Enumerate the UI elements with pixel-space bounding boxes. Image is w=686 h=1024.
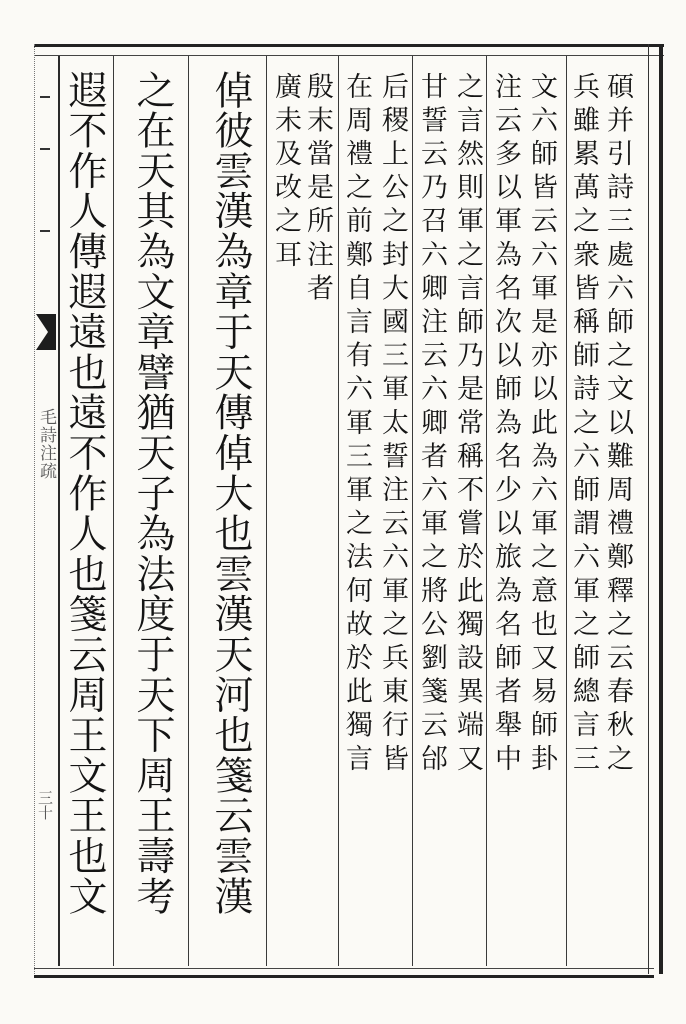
frame-right-border [648, 44, 663, 974]
column-rule [188, 56, 189, 966]
main-text-column-3: 遐不作人傳遐遠也遠不作人也箋云周王文王也文 [62, 70, 107, 917]
margin-book-title: 毛詩注疏 [36, 408, 56, 480]
commentary-column-3: 文六師皆云六軍是亦以此為六軍之意也又易師卦 [526, 72, 557, 778]
commentary-column-5: 之言然則軍之言師乃是常稱不嘗於此獨設異端又 [452, 72, 483, 778]
commentary-column-2: 兵雖累萬之衆皆稱師詩之六師謂六軍之師總言三 [568, 72, 599, 778]
column-rule [266, 56, 267, 966]
column-rule [486, 56, 487, 966]
column-rule [566, 56, 567, 966]
margin-tick [40, 96, 50, 98]
column-rule [113, 56, 114, 966]
margin-rule [58, 56, 60, 966]
commentary-column-6: 甘誓云乃召六卿注云六卿者六軍之將公劉箋云邰 [416, 72, 447, 778]
frame-top-border [34, 44, 664, 56]
commentary-column-9: 殷末當是所注者 [302, 72, 333, 308]
commentary-column-7: 后稷上公之封大國三軍太誓注云六軍之兵東行皆 [377, 72, 408, 778]
margin-tick [40, 230, 50, 232]
main-text-column-1: 倬彼雲漢為章于天傳倬大也雲漢天河也箋云雲漢 [208, 70, 253, 917]
commentary-column-10: 廣未及改之耳 [270, 72, 301, 274]
commentary-column-1: 碩并引詩三處六師之文以難周禮鄭釋之云春秋之 [602, 72, 633, 778]
commentary-column-4: 注云多以軍為名次以師為名少以旅為名師者舉中 [490, 72, 521, 778]
main-text-column-2: 之在天其為文章譬猶天子為法度于天下周王壽考 [130, 70, 175, 917]
commentary-column-8: 在周禮之前鄭自言有六軍三軍之法何故於此獨言 [341, 72, 372, 778]
column-rule [412, 56, 413, 966]
margin-page-number: 三十 [36, 790, 54, 820]
column-rule [338, 56, 339, 966]
margin-strip [0, 44, 62, 974]
margin-tick [40, 148, 50, 150]
frame-bottom-border [34, 968, 654, 978]
